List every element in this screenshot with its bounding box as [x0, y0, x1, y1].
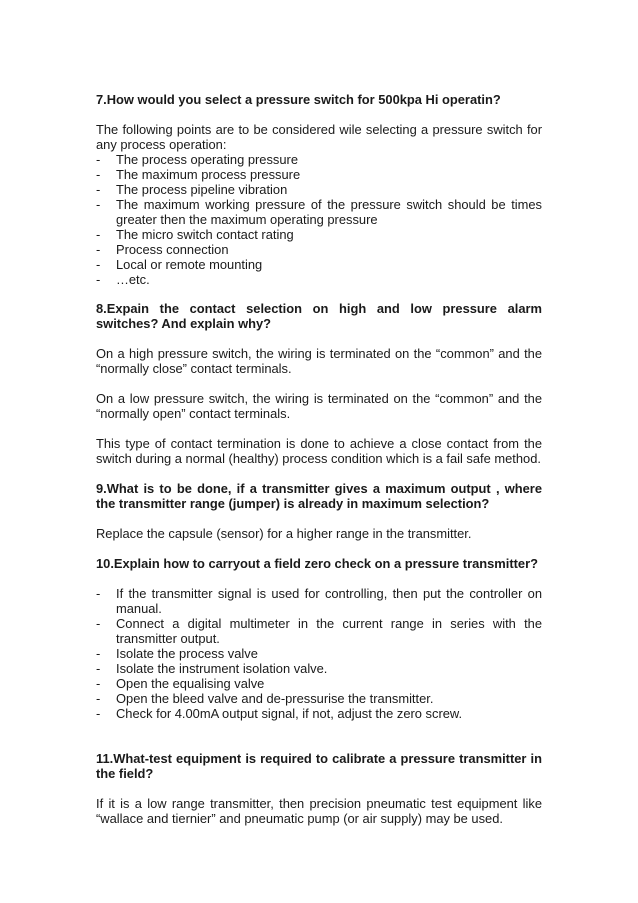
dash-bullet: -	[96, 676, 101, 691]
list-item: - The micro switch contact rating	[96, 227, 294, 242]
question-11-answer: If it is a low range transmitter, then precision pneumatic test equipment like “wallace and tiernier” and pneumatic pump (or air supply) may be used.	[96, 796, 542, 826]
question-11-heading: 11.What-test equipment is required to calibrate a pressure transmitter in the field?	[96, 751, 542, 781]
question-9-answer: Replace the capsule (sensor) for a higher range in the transmitter.	[96, 526, 472, 541]
question-8-heading: 8.Expain the contact selection on high and low pressure alarm switches? And explain why?	[96, 301, 542, 331]
dash-bullet: -	[96, 661, 101, 676]
dash-bullet: -	[96, 152, 101, 167]
question-7-intro: The following points are to be considered wile selecting a pressure switch for any process operation:	[96, 122, 542, 152]
list-item: - The maximum process pressure	[96, 167, 301, 182]
list-item: - Isolate the process valve	[96, 646, 258, 661]
list-item: - Open the bleed valve and de-pressurise the transmitter.	[96, 691, 434, 706]
list-item: - Open the equalising valve	[96, 676, 265, 691]
list-item: - The process operating pressure	[96, 152, 298, 167]
question-8-paragraph: This type of contact termination is done to achieve a close contact from the switch during a normal (healthy) process condition which is a fail safe method.	[96, 436, 542, 466]
list-item: - The process pipeline vibration	[96, 182, 288, 197]
dash-bullet: -	[96, 616, 101, 631]
question-10-heading: 10.Explain how to carryout a field zero check on a pressure transmitter?	[96, 556, 538, 571]
list-item: - Isolate the instrument isolation valve.	[96, 661, 328, 676]
dash-bullet: -	[96, 167, 101, 182]
dash-bullet: -	[96, 586, 101, 601]
dash-bullet: -	[96, 242, 101, 257]
question-10-list	[96, 586, 542, 721]
list-item: - If the transmitter signal is used for controlling, then put the controller on manual.	[96, 586, 542, 616]
list-item: - Process connection	[96, 242, 229, 257]
dash-bullet: -	[96, 227, 101, 242]
document-page	[96, 92, 542, 826]
question-8-paragraph: On a high pressure switch, the wiring is terminated on the “common” and the “normally close” contact terminals.	[96, 346, 542, 376]
list-item: - …etc.	[96, 272, 150, 287]
dash-bullet: -	[96, 182, 101, 197]
dash-bullet: -	[96, 706, 101, 721]
list-item: - Connect a digital multimeter in the current range in series with the transmitter output.	[96, 616, 542, 646]
list-item: - Local or remote mounting	[96, 257, 263, 272]
question-7-heading: 7.How would you select a pressure switch for 500kpa Hi operatin?	[96, 92, 501, 107]
dash-bullet: -	[96, 272, 101, 287]
dash-bullet: -	[96, 646, 101, 661]
question-8-paragraph: On a low pressure switch, the wiring is terminated on the “common” and the “normally open” contact terminals.	[96, 391, 542, 421]
dash-bullet: -	[96, 691, 101, 706]
dash-bullet: -	[96, 197, 101, 212]
question-7-list	[96, 152, 542, 287]
question-9-heading: 9.What is to be done, if a transmitter gives a maximum output , where the transmitter range (jumper) is already in maximum selection?	[96, 481, 542, 511]
list-item: - Check for 4.00mA output signal, if not, adjust the zero screw.	[96, 706, 463, 721]
list-item: - The maximum working pressure of the pressure switch should be times greater then the maximum operating pressure	[96, 197, 542, 227]
dash-bullet: -	[96, 257, 101, 272]
